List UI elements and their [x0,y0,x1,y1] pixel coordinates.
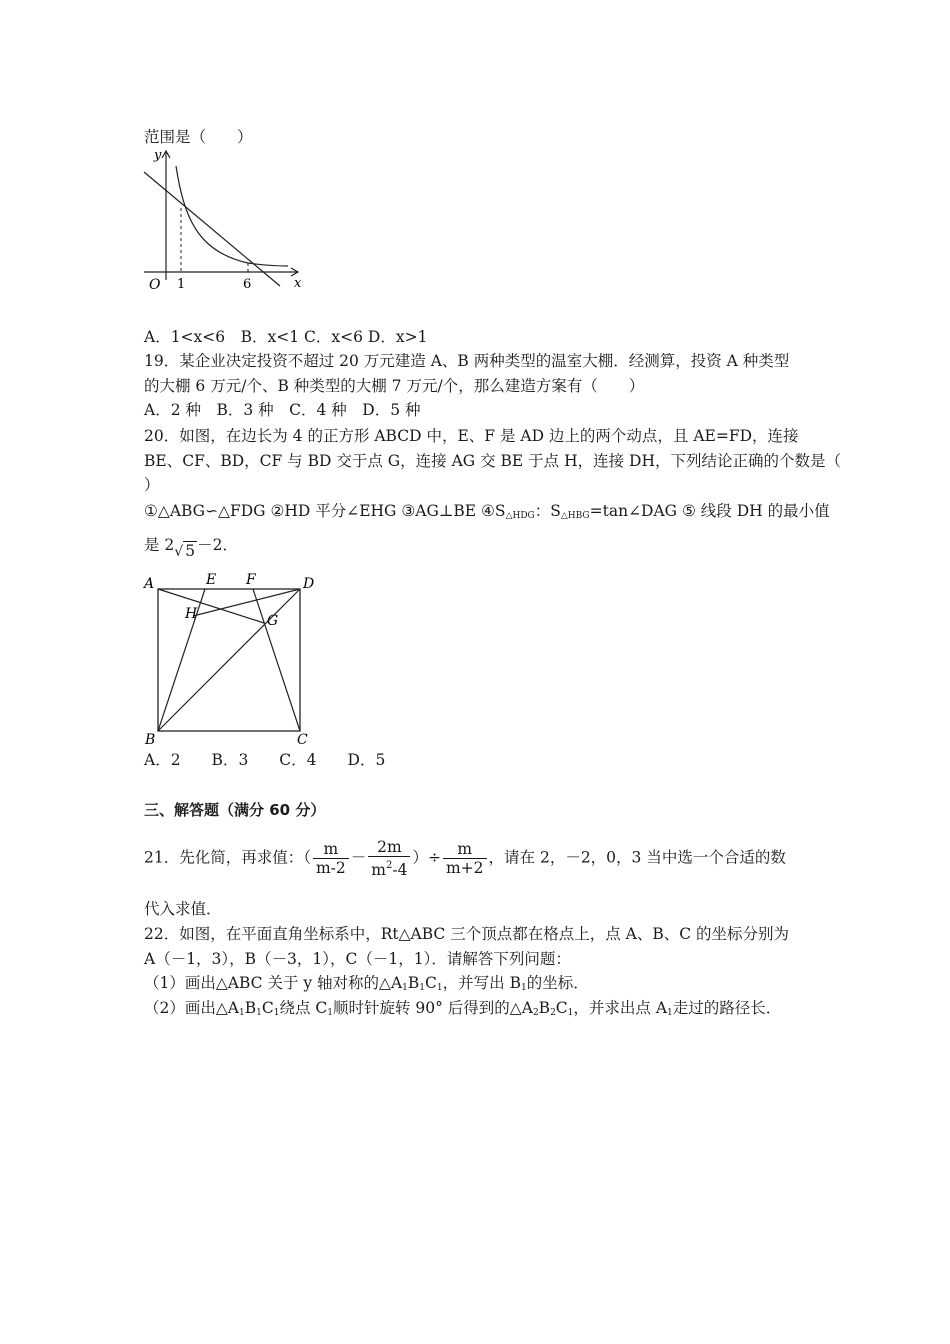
frac2-denominator [368,857,410,879]
stmt-sub-1: △HDG [505,511,535,521]
stmt-part-b: ：S [534,502,561,520]
q18-options: A．1<x<6 B．x<1 C．x<6 D．x>1 [144,328,428,346]
frac2-den-tail: -4 [392,861,408,879]
p1-b: B [407,974,420,992]
minus-sign: － [350,848,367,867]
p2-f: B [538,999,551,1017]
frac2-numerator: 2m [368,838,410,857]
frac1-numerator: m [313,840,349,859]
label-h: H [185,606,198,622]
p2-s3: 1 [273,1008,280,1018]
p1-s4: 1 [520,983,527,993]
p1-s2: 1 [419,983,426,993]
p2-s8: 1 [667,1008,673,1018]
p1-a: （1）画出△ABC 关于 y 轴对称的△A [144,974,403,992]
last-post: －2． [197,536,238,554]
q21-post: ，请在 2，－2，0，3 当中选一个合适的数 [488,848,786,867]
frac2-den-base: m [371,861,386,879]
p2-h: ，并求出点 A [573,999,668,1017]
label-c: C [297,732,308,748]
close-paren-divide: ）÷ [412,848,441,867]
frac3-denominator: m+2 [445,859,484,877]
p2-s5: 2 [532,1008,539,1018]
inverse-function-curve [176,166,288,266]
q20-options: A．2 B．3 C．4 D．5 [144,751,386,769]
segment-be [158,589,205,731]
sqrt-sign: √ [174,544,184,560]
p2-s2: 1 [256,1008,262,1018]
p2-i: 走过的路径长． [672,999,782,1017]
label-a: A [144,576,155,592]
frac1-denominator: m-2 [315,859,346,877]
p1-d: ，并写出 B [442,974,521,992]
p1-e: 的坐标． [526,974,589,992]
segment-dh [193,589,300,616]
segment-ag [158,589,264,623]
q22-part-2 [144,998,781,1023]
fraction-3 [443,840,487,877]
segment-bd [158,589,300,731]
p2-c: C [261,999,274,1017]
q20-square-figure [140,572,320,750]
q20-line-2: BE、CF、BD，CF 与 BD 交于点 G，连接 AG 交 BE 于点 H，连接 DH，下列结论正确的个数是（ [144,452,841,470]
q21-expression-line [144,838,786,879]
p1-s1: 1 [402,983,408,993]
q20-line-3: ） [144,476,160,494]
q20-last-statement [144,535,238,560]
frac3-numerator: m [443,840,487,859]
label-d: D [303,576,315,592]
p1-c: C [425,974,437,992]
frac2-den-exp: 2 [386,860,393,871]
q21-line-2: 代入求值． [144,900,222,918]
q19-line-2: 的大棚 6 万元/个、B 种类型的大棚 7 万元/个，那么建造方案有（ ） [144,377,645,395]
p2-d: 绕点 C [279,999,328,1017]
last-pre: 是 2 [144,536,175,554]
linear-function-line [144,172,280,286]
stmt-part-a: ①△ABG∽△FDG ②HD 平分∠EHG ③AG⊥BE ④S [144,502,506,520]
q18-function-graph [140,148,310,298]
fraction-2 [368,838,410,879]
q18-stem-tail: 范围是（ ） [144,128,253,146]
x-label: x [294,276,302,291]
label-b: B [145,732,156,748]
q22-line-2: A（－1，3），B（－3，1），C（－1，1）．请解答下列问题： [144,950,571,968]
section-3-title: 三、解答题（满分 60 分） [144,801,326,819]
p2-s4: 1 [327,1008,333,1018]
q21-pre: 21．先化简，再求值：（ [144,848,311,867]
q20-statements [144,501,830,526]
segment-cf [253,589,300,731]
label-g: G [267,613,279,629]
q19-line-1: 19．某企业决定投资不超过 20 万元建造 A、B 两种类型的温室大棚．经测算，投资 A 种类型 [144,352,790,370]
p2-g: C [555,999,568,1017]
q22-line-1: 22．如图，在平面直角坐标系中，Rt△ABC 三个顶点都在格点上，点 A、B、C 的坐标分别为 [144,925,790,943]
tick-1-label: 1 [177,277,186,292]
origin-label: O [149,277,161,293]
label-f: F [246,572,256,588]
label-e: E [206,572,217,588]
p2-s7: 1 [567,1008,574,1018]
fraction-1 [313,840,349,877]
q19-options: A．2 种 B．3 种 C．4 种 D．5 种 [144,401,421,419]
p2-s1: 1 [238,1008,245,1018]
q20-line-1: 20．如图，在边长为 4 的正方形 ABCD 中，E、F 是 AD 边上的两个动点，且 AE=FD，连接 [144,427,799,445]
stmt-sub-2: △HBG [560,511,590,521]
p2-a: （2）画出△A [144,999,239,1017]
stmt-part-c: =tan∠DAG ⑤ 线段 DH 的最小值 [589,502,830,520]
sqrt-radicand: 5 [185,542,196,560]
tick-6-label: 6 [243,277,252,292]
p2-s6: 2 [550,1008,556,1018]
y-label: y [154,148,162,163]
q22-part-1 [144,973,589,998]
p1-s3: 1 [436,983,443,993]
p2-e: 顺时针旋转 90° 后得到的△A [332,999,533,1017]
p2-b: B [244,999,257,1017]
